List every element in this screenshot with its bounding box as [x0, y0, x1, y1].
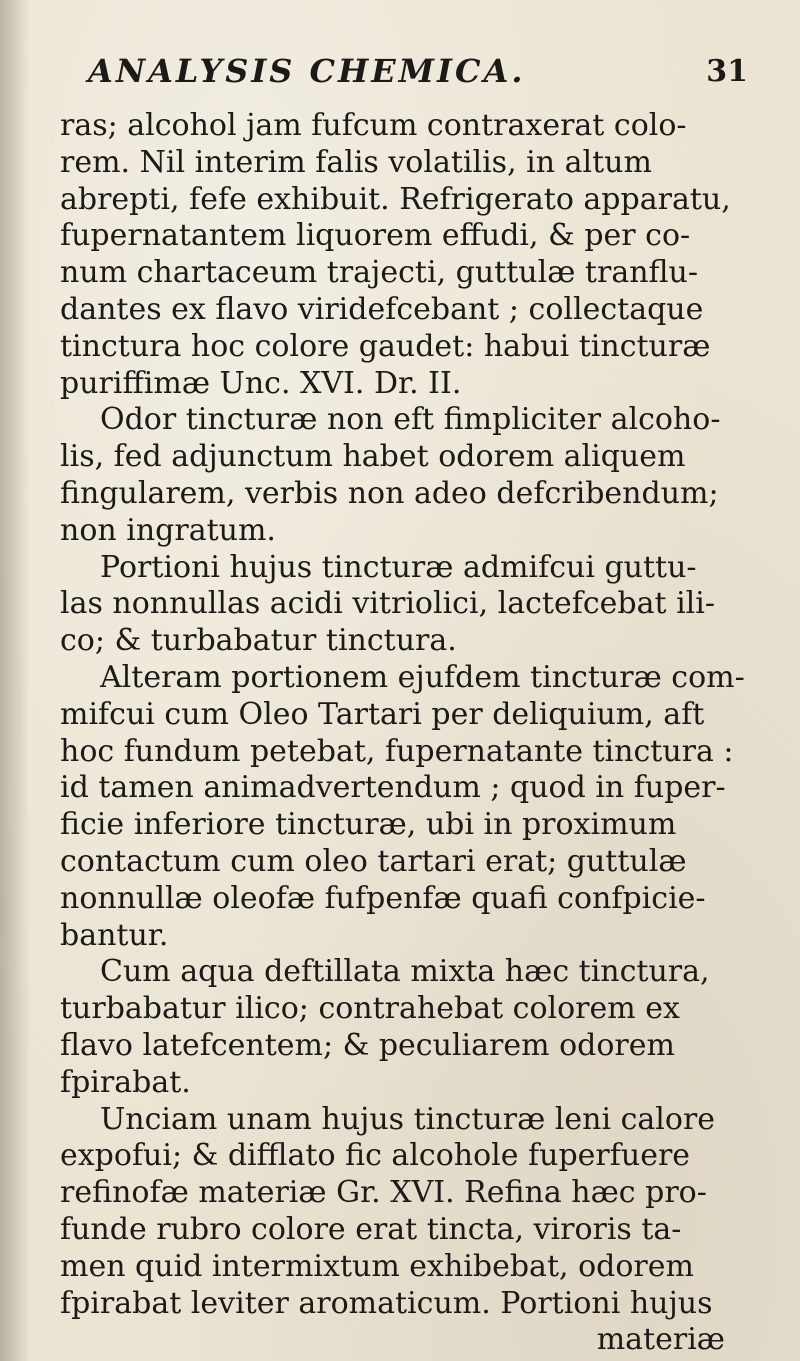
text-line: id tamen animadvertendum ; quod in fuper- [60, 770, 726, 806]
text-line: Cum aqua deftillata mixta hæc tinctura, [100, 954, 710, 990]
text-line: nonnullæ oleofæ fufpenfæ quafi confpicie- [60, 880, 706, 916]
text-line: expofui; & difflato fic alcohole fuperfuere [60, 1138, 691, 1174]
text-line: men quid intermixtum exhibebat, odorem [60, 1248, 694, 1284]
text-line: Alteram portionem ejufdem tincturæ com- [100, 659, 745, 695]
text-line: refinofæ materiæ Gr. XVI. Refina hæc pro- [60, 1175, 707, 1211]
text-line: ficie inferiore tincturæ, ubi in proximum [60, 807, 677, 843]
text-line: co; & turbabatur tinctura. [60, 623, 457, 659]
text-line: rem. Nil interim falis volatilis, in altum [60, 144, 652, 180]
text-line: funde rubro colore erat tincta, viroris ta- [60, 1211, 682, 1247]
text-line: Odor tincturæ non eft fimpliciter alcoho- [100, 402, 721, 438]
text-line: bantur. [60, 917, 169, 953]
text-line: contactum cum oleo tartari erat; guttulæ [60, 843, 687, 879]
text-line: non ingratum. [60, 512, 276, 548]
text-line: mifcui cum Oleo Tartari per deliquium, aft [60, 696, 705, 732]
text-line: turbabatur ilico; contrahebat colorem ex [60, 991, 680, 1027]
text-line: Portioni hujus tincturæ admifcui guttu- [100, 549, 697, 585]
text-line: fpirabat leviter aromaticum. Portioni hujus [60, 1285, 713, 1321]
text-line: ras; alcohol jam fufcum contraxerat colo- [60, 108, 687, 143]
text-line: hoc fundum petebat, fupernatante tinctura : [60, 733, 734, 769]
text-line: Unciam unam hujus tincturæ leni calore [100, 1101, 716, 1137]
gutter-shadow [0, 0, 30, 1361]
text-line: las nonnullas acidi vitriolici, lactefcebat ili- [60, 586, 715, 622]
running-title: ANALYSIS CHEMICA. [88, 52, 526, 90]
page-header [88, 52, 748, 100]
text-line: fpirabat. [60, 1064, 191, 1100]
page-number: 31 [706, 54, 748, 89]
catchword: materiæ [596, 1322, 725, 1358]
body-text [60, 108, 755, 1359]
text-line: tinctura hoc colore gaudet: habui tincturæ [60, 328, 711, 364]
text-line: fupernatantem liquorem effudi, & per co- [60, 218, 691, 254]
text-line: flavo latefcentem; & peculiarem odorem [60, 1027, 675, 1063]
text-line: puriffimæ Unc. XVI. Dr. II. [60, 365, 462, 401]
text-line: abrepti, fefe exhibuit. Refrigerato apparatu, [60, 181, 731, 217]
text-line: dantes ex flavo viridefcebant ; collectaque [60, 291, 704, 327]
text-line: fingularem, verbis non adeo defcribendum; [60, 475, 719, 511]
text-line: lis, fed adjunctum habet odorem aliquem [60, 439, 686, 475]
text-line: num chartaceum trajecti, guttulæ tranflu- [60, 255, 698, 291]
